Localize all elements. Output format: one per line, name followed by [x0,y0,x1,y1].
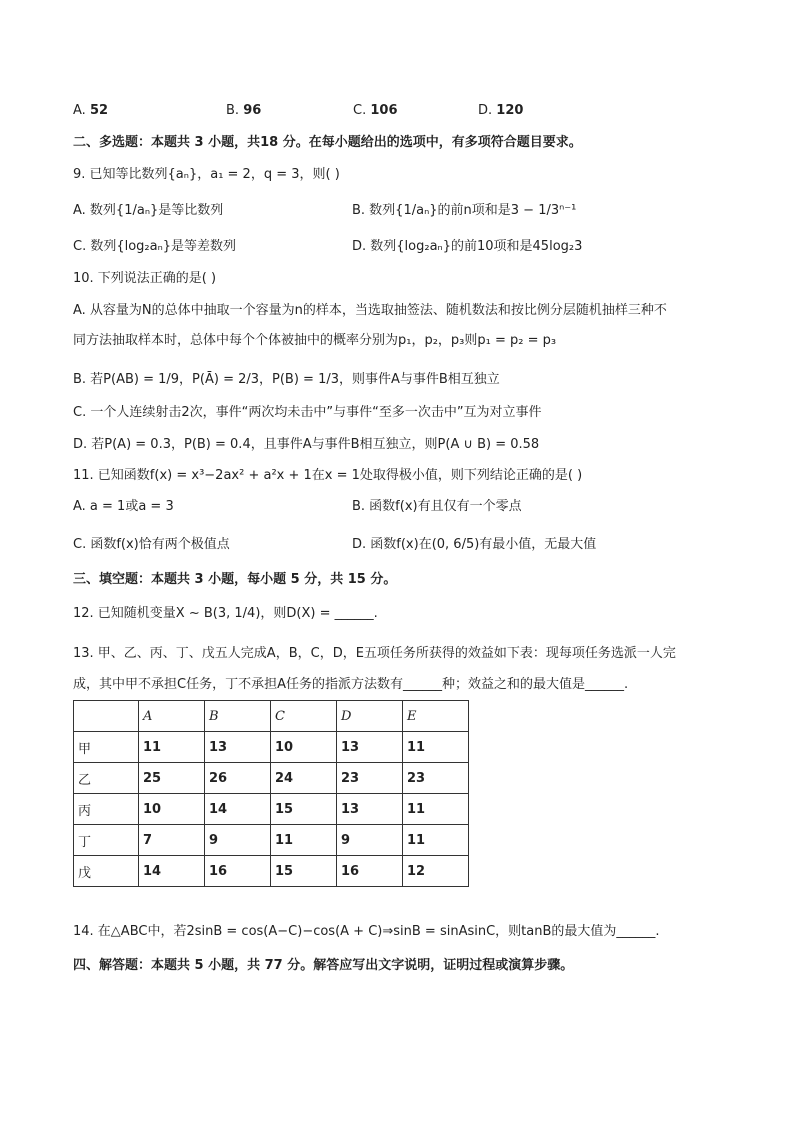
q8-option-a: A. 52 [73,103,109,118]
table-cell: 14 [139,856,205,887]
section-4-heading: 四、解答题：本题共 5 小题，共 77 分。解答应写出文字说明，证明过程或演算步骤。 [73,958,574,973]
table-cell: 11 [139,732,205,763]
benefit-table [73,700,469,887]
table-header-cell: B [205,701,271,732]
table-cell: 10 [271,732,337,763]
q10-option-a-line2: 同方法抽取样本时，总体中每个个体被抽中的概率分别为p₁，p₂，p₃则p₁ = p₂ = p₃ [73,333,557,348]
table-cell: 11 [403,825,469,856]
table-cell: 10 [139,794,205,825]
table-cell: 11 [403,732,469,763]
q9-option-b: B. 数列{1/aₙ}的前n项和是3 − 1/3ⁿ⁻¹ [352,203,577,218]
table-header-cell: A [139,701,205,732]
table-cell: 7 [139,825,205,856]
table-cell: 16 [337,856,403,887]
table-row [74,794,469,825]
table-row [74,825,469,856]
table-header-row [74,701,469,732]
table-header-cell: C [271,701,337,732]
q10-option-d: D. 若P(A) = 0.3，P(B) = 0.4，且事件A与事件B相互独立，则P(A ∪ B) = 0.58 [73,437,540,452]
q12-stem: 12. 已知随机变量X ~ B(3, 1/4)，则D(X) = ______. [73,606,378,621]
table-header-cell: D [337,701,403,732]
section-2-heading: 二、多选题：本题共 3 小题，共18 分。在每小题给出的选项中，有多项符合题目要求。 [73,135,582,150]
table-cell: 26 [205,763,271,794]
section-3-heading: 三、填空题：本题共 3 小题，每小题 5 分，共 15 分。 [73,572,397,587]
table-cell: 13 [205,732,271,763]
q10-option-a-line1: A. 从容量为N的总体中抽取一个容量为n的样本，当选取抽签法、随机数法和按比例分层随机抽样三种不 [73,303,667,318]
table-cell: 9 [337,825,403,856]
q9-option-d: D. 数列{log₂aₙ}的前10项和是45log₂3 [352,239,583,254]
table-cell: 15 [271,856,337,887]
q9-option-c: C. 数列{log₂aₙ}是等差数列 [73,239,237,254]
table-row-label: 丙 [74,794,139,825]
table-row-label: 丁 [74,825,139,856]
q11-option-b: B. 函数f(x)有且仅有一个零点 [352,499,522,514]
table-row-label: 乙 [74,763,139,794]
table-cell: 24 [271,763,337,794]
table-cell: 23 [403,763,469,794]
q11-stem: 11. 已知函数f(x) = x³−2ax² + a²x + 1在x = 1处取得极小值，则下列结论正确的是( ) [73,468,583,483]
table-cell: 11 [403,794,469,825]
q10-option-b: B. 若P(AB) = 1/9，P(Ā) = 2/3，P(B) = 1/3，则事件A与事件B相互独立 [73,372,500,387]
table-row [74,763,469,794]
table-cell: 25 [139,763,205,794]
q11-option-a: A. a = 1或a = 3 [73,499,174,514]
q14-stem: 14. 在△ABC中，若2sinB = cos(A−C)−cos(A + C)⇒sinB = sinAsinC，则tanB的最大值为______. [73,924,660,939]
table-cell: 13 [337,732,403,763]
table-cell: 12 [403,856,469,887]
table-cell: 9 [205,825,271,856]
table-row-label: 戊 [74,856,139,887]
table-cell: 13 [337,794,403,825]
table-cell: 14 [205,794,271,825]
table-row-label: 甲 [74,732,139,763]
table-row [74,732,469,763]
q8-option-d: D. 120 [478,103,524,118]
q9-stem: 9. 已知等比数列{aₙ}，a₁ = 2，q = 3，则( ) [73,167,340,182]
table-cell: 15 [271,794,337,825]
q13-line2: 成，其中甲不承担C任务，丁不承担A任务的指派方法数有______种；效益之和的最大值是______. [73,677,629,692]
table-cell: 23 [337,763,403,794]
q11-option-c: C. 函数f(x)恰有两个极值点 [73,537,230,552]
table-header-cell: E [403,701,469,732]
q8-option-b: B. 96 [226,103,262,118]
table-cell: 16 [205,856,271,887]
q10-stem: 10. 下列说法正确的是( ) [73,271,217,286]
table-row [74,856,469,887]
table-cell: 11 [271,825,337,856]
q9-option-a: A. 数列{1/aₙ}是等比数列 [73,203,224,218]
table-header-cell [74,701,139,732]
q8-option-c: C. 106 [353,103,398,118]
q10-option-c: C. 一个人连续射击2次，事件“两次均未击中”与事件“至多一次击中”互为对立事件 [73,405,542,420]
q11-option-d: D. 函数f(x)在(0, 6/5)有最小值，无最大值 [352,537,597,552]
q13-line1: 13. 甲、乙、丙、丁、戊五人完成A，B，C，D，E五项任务所获得的效益如下表：现每项任务选派一人完 [73,646,676,661]
